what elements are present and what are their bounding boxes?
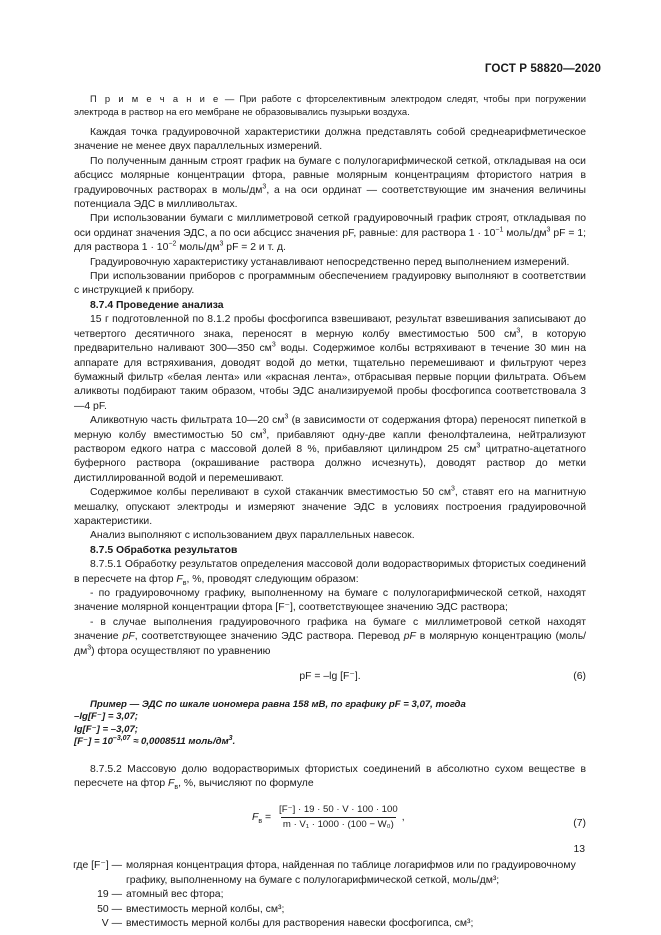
formula-7 (74, 801, 586, 847)
formula-7-comma: , (401, 811, 405, 823)
paragraph-calibration-timing: Градуировочную характеристику устанавливают непосредственно перед выполнением измерений. (90, 256, 570, 268)
formula-7-lhs: $F_в$ = (252, 811, 272, 825)
note-text: — При работе с фторселективным электродом следят, чтобы при погружении электрода в раствор на его мембране не образовывались пузырьки воздуха. (74, 93, 587, 117)
where-definition: вместимость мерной колбы, см³; (126, 903, 285, 915)
paragraph-software-calibration: При использовании приборов с программным обеспечением градуировку выполняют в соответствии с инструкцией к прибору. (74, 271, 586, 297)
formula-7-number: (7) (573, 818, 586, 830)
where-term: 50 — (97, 903, 122, 915)
paragraph-8751: 8.7.5.1 Обработку результатов определения массовой доли водорастворимых фтористых соединений в пересчете на фтор $F_в$, %, проводят следующим образом: (74, 559, 586, 587)
where-item (52, 859, 586, 888)
where-definition: вместимость мерной колбы для растворения навески фосфогипса, см³; (126, 918, 474, 930)
section-heading-875: 8.7.5 Обработка результатов (90, 544, 238, 556)
example-line: $[F^-] = 10^{-3,07} \approx 0,0008511$ моль/$дм^3$. (74, 735, 236, 748)
paragraph-measurement: Содержимое колбы переливают в сухой стаканчик вместимостью 50 $см^3$, ставят его на магнитную мешалку, опускают электроды и измеряют значение ЭДС в условиях построения градуировочной характеристики. (74, 485, 587, 527)
where-list (52, 859, 586, 931)
note-paragraph (74, 92, 586, 118)
formula-6-expression: pF = –lg [F⁻]. (299, 671, 361, 683)
where-definition: молярная концентрация фтора, найденная по таблице логарифмов или по градуировочному графику, выполненному на бумаге с полулогарифмической сеткой, моль/дм³; (126, 860, 576, 886)
where-item (52, 903, 586, 917)
formula-7-fraction (277, 803, 400, 832)
list-item-semilog: - по градуировочному графику, выполненному на бумаге с полулогарифмической сеткой, находят значение молярной концентрации фтора [F⁻], соответствующее значению ЭДС раствора; (74, 588, 586, 614)
formula-7-denominator: m · V₁ · 1000 · (100 − W₀) (282, 819, 394, 831)
list-item-mm: - в случае выполнения градуировочного графика на бумаге с миллиметровой сеткой находят значение pF, соответствующее значению ЭДС раствора. Перевод pF в молярную концентрацию $(моль/дм^3)$ фтора осуществляют по уравнению (74, 616, 587, 657)
paragraph-mm-graph: При использовании бумаги с миллиметровой сеткой градуировочный график строят, откладывая по оси ординат значения ЭДС, а по оси абсцисс значения pF, равные: для раствора $1 \cdot 10^{-1}$ моль/$дм^3$ pF = 1; для раствора $1 \cdot 10^{-2}$ моль/$дм^3$ pF = 2 и т. д. (74, 213, 586, 254)
example-block (74, 699, 586, 749)
where-item (52, 917, 586, 931)
paragraph-sample-weighing: 15 г подготовленной по 8.1.2 пробы фосфогипса взвешивают, результат взвешивания записывают до четвертого десятичного знака, переносят в мерную колбу вместимостью 500 $см^3$, в которую предварительно наливают 300—350 $см^3$ воды. Содержимое колбы встряхивают в течение 30 мин на аппарате для встряхивания, доводят водой до метки, тщательно перемешивают и фильтруют через бумажный фильтр «белая лента» или «красная лента», отбрасывая первые порции фильтрата. Объем аликвоты подбирают таким образом, чтобы ЭДС анализируемой пробы фосфогипса соответствовала 3—4 pF. (74, 314, 586, 412)
example-line: Пример — ЭДС по шкале иономера равна 158 мВ, по графику pF = 3,07, тогда (90, 699, 466, 711)
page-content (74, 92, 586, 932)
formula-7-numerator: [F⁻] · 19 · 50 · V · 100 · 100 (279, 804, 398, 816)
paragraph-calibration-point: Каждая точка градуировочной характеристики должна представлять собой среднеарифметическое значение не менее двух параллельных измерений. (74, 127, 586, 153)
formula-6-number: (6) (573, 671, 586, 683)
where-term: 19 — (97, 889, 122, 901)
section-heading-874: 8.7.4 Проведение анализа (90, 299, 224, 311)
where-term: V — (101, 918, 122, 930)
paragraph-aliquot: Аликвотную часть фильтрата 10—20 $см^3$ (в зависимости от содержания фтора) переносят пипеткой в мерную колбу вместимостью 50 $см^3$, прибавляют одну-две капли фенолфталеина, нейтрализуют раствором едкого натра с массовой долей 8 %, прибавляют цилиндром 25 $см^3$ цитратно-ацетатного буферного раствора (окрашивание раствора должно исчезнуть), доводят раствор до метки дистиллированной водой и перемешивают. (74, 413, 586, 484)
note-label: П р и м е ч а н и е (90, 93, 220, 104)
where-item (52, 888, 586, 902)
example-line: lg[F⁻] = –3,07; (74, 723, 138, 735)
paragraph-semilog-graph: По полученным данным строят график на бумаге с полулогарифмической сеткой, откладывая на оси абсцисс молярные концентрации фтора, равные молярным концентрациям фтористого натрия в градуировочных растворах в моль/$дм^3$, а на оси ординат — соответствующие им значения величины потенциала ЭДС в милливольтах. (74, 155, 586, 211)
paragraph-parallel-samples: Анализ выполняют с использованием двух параллельных навесок. (90, 530, 415, 542)
paragraph-8752: 8.7.5.2 Массовую долю водорастворимых фтористых соединений в абсолютно сухом веществе в пересчете на фтор $F_в$, %, вычисляют по формуле (74, 763, 586, 792)
example-line: –lg[F⁻] = 3,07; (74, 711, 138, 723)
where-definition: атомный вес фтора; (126, 889, 224, 901)
where-term: где [F⁻] — (73, 860, 122, 872)
document-header-id: ГОСТ Р 58820—2020 (484, 62, 601, 75)
page-number: 13 (573, 844, 585, 855)
formula-6 (74, 667, 586, 689)
